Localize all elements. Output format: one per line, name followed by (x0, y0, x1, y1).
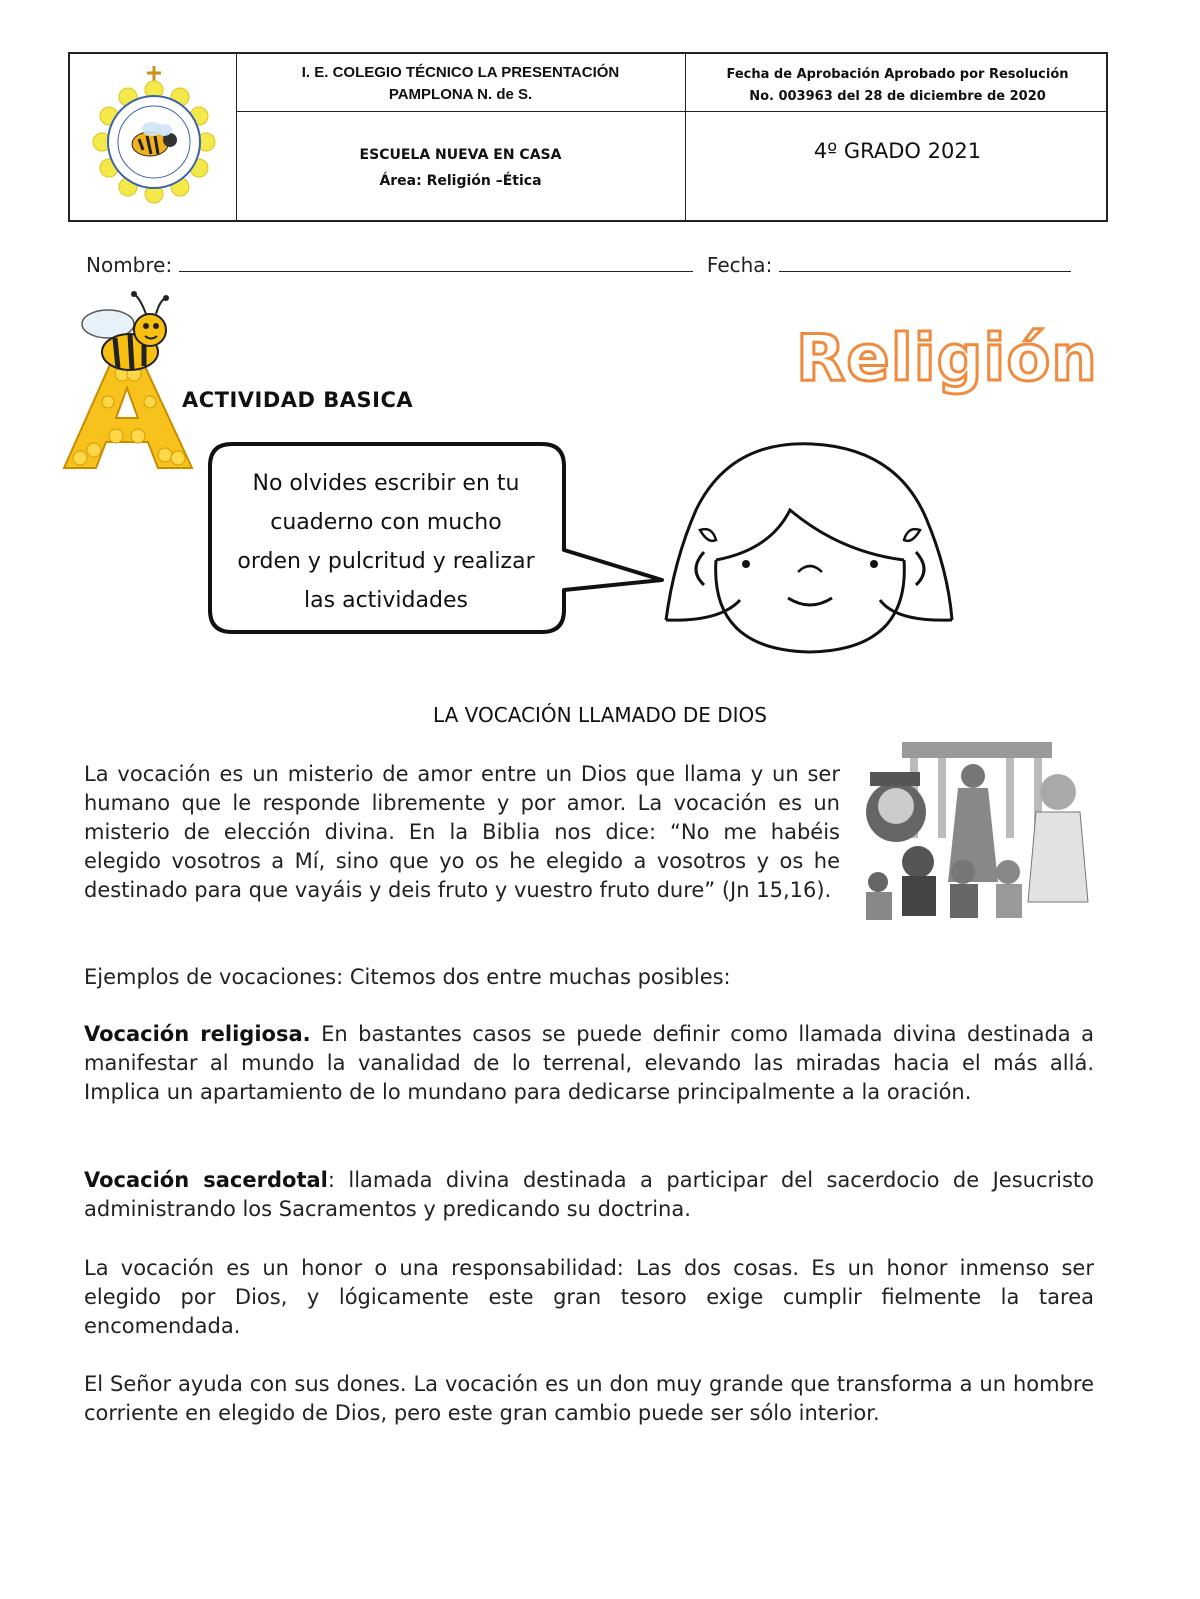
school-name: I. E. COLEGIO TÉCNICO LA PRESENTACIÓN (301, 64, 620, 81)
approval-line: Fecha de Aprobación Aprobado por Resolución (726, 67, 1069, 82)
name-label: Nombre: (86, 253, 173, 277)
bubble-line: las actividades (304, 588, 468, 613)
paragraph-examples: Ejemplos de vocaciones: Citemos dos entre muchas posibles: (84, 965, 731, 989)
bubble-line: cuaderno con mucho (270, 510, 502, 535)
date-field[interactable] (779, 253, 1071, 272)
school-seal-logo (84, 64, 224, 214)
girl-face-illustration (660, 440, 960, 660)
resolution-line: No. 003963 del 28 de diciembre de 2020 (749, 89, 1046, 104)
header-table (68, 52, 1108, 222)
date-label: Fecha: (706, 253, 773, 277)
term-religious: Vocación religiosa. (84, 1022, 311, 1046)
grade-label: 4º GRADO 2021 (813, 139, 982, 163)
religion-title: Religión (796, 322, 1098, 396)
activity-heading: ACTIVIDAD BASICA (182, 388, 414, 412)
paragraph-intro: La vocación es un misterio de amor entre un Dios que llama y un ser humano que le responde libremente y por amor. La vocación es un misterio de elección divina. En la Biblia nos dice: “No me habéis elegido vosotros a Mí, sino que yo os he elegido a vosotros y os he destinado para que vayáis y deis fruto y vuestro fruto dure” (Jn 15,16). (84, 762, 840, 902)
term-priestly: Vocación sacerdotal (84, 1168, 328, 1192)
name-date-line (86, 253, 1086, 277)
text-priestly: : llamada divina destinada a participar del sacerdocio de Jesucristo administrando los Sacramentos y predicando su doctrina. (84, 1168, 1094, 1221)
paragraph-honor: La vocación es un honor o una responsabilidad: Las dos cosas. Es un honor inmenso ser elegido por Dios, y lógicamente este gran tesoro exige cumplir fielmente la tarea encomendada. (84, 1256, 1094, 1338)
bubble-line: No olvides escribir en tu (252, 471, 520, 496)
vocations-photo (858, 732, 1094, 922)
paragraph-gifts: El Señor ayuda con sus dones. La vocación es un don muy grande que transforma a un hombre corriente en elegido de Dios, pero este gran cambio puede ser sólo interior. (84, 1372, 1094, 1425)
subject-area: Área: Religión –Ética (379, 173, 542, 189)
bubble-text (214, 464, 558, 620)
bee-letter-a-icon (60, 290, 195, 472)
section-title: LA VOCACIÓN LLAMADO DE DIOS (433, 703, 767, 727)
program-name: ESCUELA NUEVA EN CASA (359, 147, 562, 163)
bubble-line: orden y pulcritud y realizar (237, 549, 535, 574)
school-city: PAMPLONA N. de S. (388, 86, 533, 103)
paragraph-religious (84, 1020, 1094, 1107)
name-field[interactable] (179, 253, 693, 272)
paragraph-priestly (84, 1166, 1094, 1224)
text-religious: En bastantes casos se puede definir como llamada divina destinada a manifestar al mundo la vanalidad de lo terrenal, elevando las miradas hacia el más allá. Implica un apartamiento de lo mundano para dedicarse principalmente a la oración. (84, 1022, 1094, 1104)
